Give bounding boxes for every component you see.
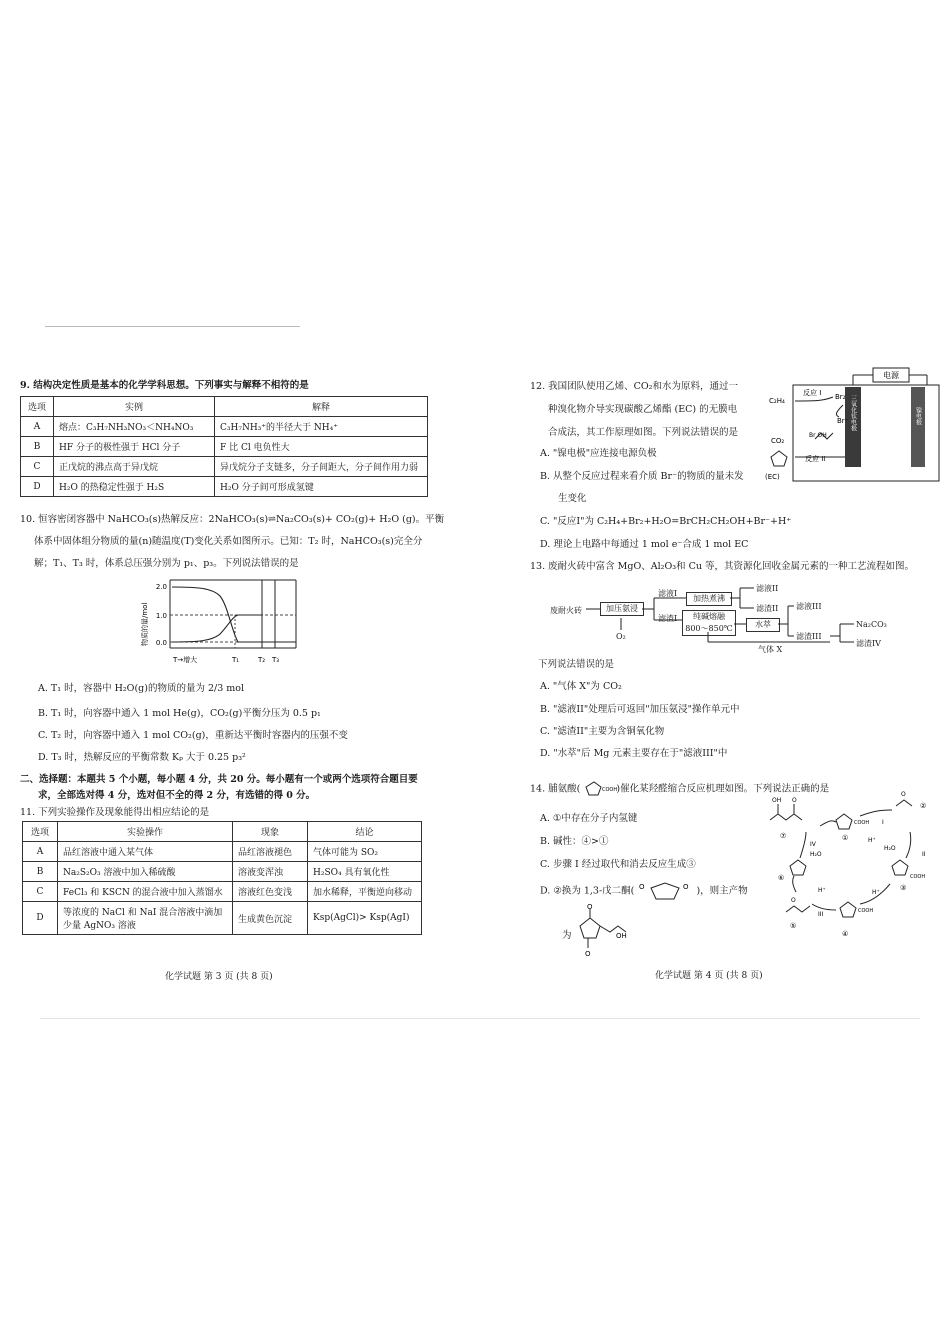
cycle-arrow <box>906 832 911 858</box>
mol5-o: O <box>791 897 796 904</box>
flow-ammonia-leach: 加压氨浸 <box>600 602 644 616</box>
q13-option-c: C. "滤渣II"主要为含铜氧化物 <box>540 726 665 737</box>
c2h4-label: C₂H₄ <box>769 397 785 405</box>
mol4-cooh: COOH <box>858 908 874 914</box>
q12-stem-line3: 合成法，其工作原理如图。下列说法错误的是 <box>548 427 739 438</box>
flow-filtrate3: 滤液III <box>796 602 822 611</box>
cycle-arrow <box>800 832 806 858</box>
hplus-bottom: H⁺ <box>818 887 826 894</box>
reaction1-arrow <box>795 397 833 401</box>
q9-stem: 9. 结构决定性质是基本的化学学科思想。下列事实与解释不相符的是 <box>20 380 309 391</box>
q14-option-b: B. 碱性：④>① <box>540 836 609 847</box>
q14-option-d-part2: )，则主产物 <box>696 885 748 897</box>
carbonyl-o-right: O <box>683 883 689 891</box>
q14-option-a: A. ①中存在分子内氢键 <box>540 813 638 824</box>
q14-stem-part1: 14. 脯氨酸( <box>530 783 581 795</box>
q10-option-b: B. T₁ 时，向容器中通入 1 mol He(g)，CO₂(g)平衡分压为 0.5 p₁ <box>38 708 321 719</box>
flow-o2: O₂ <box>616 632 626 641</box>
label-2: ② <box>920 802 927 810</box>
product-o-top: O <box>587 903 593 911</box>
table-cell: 异戊烷分子支链多，分子间距大，分子间作用力弱 <box>215 457 428 477</box>
br-cycle-arrow <box>836 405 843 417</box>
nickel-electrode <box>911 387 925 467</box>
h2o-left: H₂O <box>810 851 822 858</box>
table-row <box>23 862 422 882</box>
flow-na2co3: Na₂CO₃ <box>856 620 887 629</box>
cyclopentane-ring <box>651 883 679 899</box>
q13-option-a: A. "气体 X"为 CO₂ <box>540 681 622 692</box>
q13-option-b: B. "滤液II"处理后可返回"加压氨浸"操作单元中 <box>540 704 740 715</box>
mol1-cooh: COOH <box>854 820 870 826</box>
table-cell: C <box>23 882 58 902</box>
x-tick-label: T₂ <box>258 656 266 664</box>
table-header: 选项 <box>21 397 54 417</box>
q10-option-c: C. T₂ 时，向容器中通入 1 mol CO₂(g)，重新达平衡时容器内的压强不变 <box>38 730 348 741</box>
nickel-electrode-label: 镍电极 <box>914 407 922 425</box>
q12-option-d: D. 理论上电路中每通过 1 mol e⁻合成 1 mol EC <box>540 539 749 550</box>
table-cell: 气体可能为 SO₂ <box>308 842 422 862</box>
q13-ask: 下列说法错误的是 <box>538 659 615 670</box>
table-cell: FeCl₃ 和 KSCN 的混合液中加入蒸馏水 <box>58 882 233 902</box>
cell-line: 等浓度的 NaCl 和 NaI 混合溶液中滴加 <box>63 908 223 918</box>
flow-melt-line1: 纯碱熔融 <box>693 612 725 621</box>
q10-stem-line3: 解；T₁、T₃ 时，体系总压强分别为 p₁、p₃。下列说法错误的是 <box>34 558 299 569</box>
reaction1-label: 反应 I <box>803 389 822 397</box>
table-header: 选项 <box>23 822 58 842</box>
table-row <box>21 477 428 497</box>
q13-stem: 13. 废耐火砖中富含 MgO、Al₂O₃和 Cu 等，其资源化回收金属元素的一种工艺流程如图。 <box>530 561 914 572</box>
q10-chart <box>138 572 308 672</box>
product-ring <box>580 918 600 938</box>
y-tick-label: 2.0 <box>155 583 167 591</box>
x-tick-label: T₁ <box>232 656 240 664</box>
flow-residue2: 滤渣II <box>756 604 779 613</box>
q14-option-c: C. 步骤 I 经过取代和消去反应生成③ <box>540 859 696 870</box>
table-cell: D <box>23 902 58 935</box>
cycle-arrow <box>812 904 836 910</box>
carbonyl-o-left: O <box>639 883 645 891</box>
label-7: ⑦ <box>780 832 787 840</box>
mol3-ring <box>892 860 908 875</box>
q12-option-c: C. "反应Ⅰ"为 C₂H₄+Br₂+H₂O=BrCH₂CH₂OH+Br⁻+H⁺ <box>540 516 792 527</box>
label-1: ① <box>842 834 849 842</box>
flow-gas-x: 气体 X <box>758 645 783 654</box>
table-row <box>21 417 428 437</box>
flow-melt-line2: 800～850℃ <box>685 624 733 633</box>
mol5-skeleton <box>786 906 810 912</box>
mol4-ring <box>840 902 856 917</box>
flow-start: 废耐火砖 <box>550 606 582 615</box>
product-oh: OH <box>616 932 627 940</box>
label-6: ⑥ <box>778 874 785 882</box>
table-cell: B <box>21 437 54 457</box>
table-cell: H₂O 分子间可形成氢键 <box>215 477 428 497</box>
product-o-bottom: O <box>585 950 591 958</box>
table-cell: H₂SO₄ 具有氧化性 <box>308 862 422 882</box>
q14-product-structure <box>574 904 634 960</box>
mol3-cooh: COOH <box>910 874 926 880</box>
table-row <box>23 842 422 862</box>
q12-stem-line2: 种溴化物介导实现碳酸乙烯酯 (EC) 的无膜电 <box>548 404 738 415</box>
table-cell: A <box>21 417 54 437</box>
table-cell: H₂O 的热稳定性强于 H₂S <box>54 477 215 497</box>
q13-option-d: D. "水萃"后 Mg 元素主要存在于"滤液III"中 <box>540 748 728 759</box>
table-cell: 溶液变浑浊 <box>233 862 308 882</box>
flow-boil: 加热煮沸 <box>686 592 732 606</box>
hplus-top: H⁺ <box>868 837 876 844</box>
table-header-row <box>21 397 428 417</box>
table-header: 实验操作 <box>58 822 233 842</box>
table-cell: C₃H₇NH₃⁺的半径大于 NH₄⁺ <box>215 417 428 437</box>
hplus-right: H⁺ <box>872 889 880 896</box>
table-cell: HF 分子的极性强于 HCl 分子 <box>54 437 215 457</box>
q14-product-label: 为 <box>562 930 572 941</box>
q12-option-b-line2: 生变化 <box>558 493 587 504</box>
ec-ring <box>771 451 787 466</box>
bottom-scan-line <box>40 1018 920 1019</box>
q14-stem-part2: )催化某羟醛缩合反应机理如图。下列说法正确的是 <box>616 783 830 795</box>
table-cell: 品红溶液褪色 <box>233 842 308 862</box>
section2-heading-line1: 二、选择题：本题共 5 个小题，每小题 4 分，共 20 分。每小题有一个或两个选项符合题目要 <box>20 774 418 785</box>
cycle-arrow <box>860 810 892 816</box>
table-cell: D <box>21 477 54 497</box>
bromohydrin-label: Br OH <box>809 432 827 439</box>
ec-label: (EC) <box>765 473 780 481</box>
proline-structure <box>583 780 618 798</box>
q14-mechanism-diagram <box>760 780 945 940</box>
q11-table <box>22 821 422 935</box>
table-cell: 加水稀释，平衡逆向移动 <box>308 882 422 902</box>
q13-flowchart <box>540 578 940 656</box>
cycle-arrow <box>820 821 836 826</box>
co2-label: CO₂ <box>771 437 785 445</box>
q10-stem-line1: 10. 恒容密闭容器中 NaHCO₃(s)热解反应：2NaHCO₃(s)⇌Na₂CO₃(s)+ CO₂(g)+ H₂O (g)。平衡 <box>20 514 445 525</box>
top-scan-line <box>45 326 300 327</box>
q12-stem-line1: 12. 我国团队使用乙烯、CO₂和水为原料，通过一 <box>530 381 738 392</box>
mol7-skeleton <box>770 814 802 820</box>
chart-ylabel: 物质的量/mol <box>141 602 149 646</box>
table-row <box>23 882 422 902</box>
x-tick-label: T₃ <box>272 656 280 664</box>
h2o-top: H₂O <box>884 845 896 852</box>
table-cell: B <box>23 862 58 882</box>
table-cell: F 比 Cl 电负性大 <box>215 437 428 457</box>
table-cell: 熔点：C₃H₇NH₃NO₃＜NH₄NO₃ <box>54 417 215 437</box>
table-header-row <box>23 822 422 842</box>
q12-electrolysis-diagram <box>765 365 945 487</box>
q11-stem: 11. 下列实验操作及现象能得出相应结论的是 <box>20 807 210 818</box>
cell-line: 少量 AgNO₃ 溶液 <box>63 921 136 931</box>
flow-residue3: 滤渣III <box>796 632 822 641</box>
table-cell: C <box>21 457 54 477</box>
mol7-o: O <box>792 797 797 804</box>
table-header: 解释 <box>215 397 428 417</box>
table-cell: A <box>23 842 58 862</box>
flow-residue4: 滤渣IV <box>856 639 881 648</box>
section2-heading-line2: 求，全部选对得 4 分，选对但不全的得 2 分，有选错的得 0 分。 <box>38 790 316 801</box>
br-minus-label: Br⁻ <box>837 417 849 425</box>
flow-residue1: 滤渣I <box>658 614 678 623</box>
mol2-skeleton <box>896 800 912 806</box>
q12-option-b-line1: B. 从整个反应过程来看介质 Br⁻的物质的量未发 <box>540 471 744 482</box>
table-header: 结论 <box>308 822 422 842</box>
proline-cooh: COOH <box>602 787 618 793</box>
q9-table <box>20 396 428 497</box>
table-cell: 品红溶液中通入某气体 <box>58 842 233 862</box>
step-ii: II <box>922 851 926 858</box>
label-5: ⑤ <box>790 922 797 930</box>
page-footer-left: 化学试题 第 3 页 (共 8 页) <box>165 972 273 982</box>
flow-water-leach: 水萃 <box>746 618 780 632</box>
table-header: 现象 <box>233 822 308 842</box>
table-cell: 生成黄色沉淀 <box>233 902 308 935</box>
cycle-arrow <box>793 876 796 892</box>
table-cell: 溶液红色变浅 <box>233 882 308 902</box>
br2-label: Br₂ <box>835 393 846 401</box>
power-label: 电源 <box>883 371 899 380</box>
mol1-ring <box>836 814 852 829</box>
na2co3-curve <box>172 615 262 642</box>
y-tick-label: 1.0 <box>155 612 167 620</box>
q10-option-d: D. T₃ 时，热解反应的平衡常数 Kₚ 大于 0.25 p₃² <box>38 752 246 763</box>
step-iii: III <box>818 911 824 918</box>
table-cell <box>58 902 233 935</box>
label-4: ④ <box>842 930 849 938</box>
q14-option-d <box>540 880 748 902</box>
flow-filtrate1: 滤液I <box>658 589 678 598</box>
flow-arrows <box>540 578 940 656</box>
pyrrolidine-ring <box>586 782 601 795</box>
flow-filtrate2: 滤液II <box>756 584 779 593</box>
q12-option-a: A. "镍电极"应连接电源负极 <box>540 448 657 459</box>
q10-option-a: A. T₁ 时，容器中 H₂O(g)的物质的量为 2/3 mol <box>38 683 245 694</box>
label-3: ③ <box>900 884 907 892</box>
mol2-o: O <box>901 791 906 798</box>
table-header: 实例 <box>54 397 215 417</box>
table-row <box>21 457 428 477</box>
table-cell: 正戊烷的沸点高于异戊烷 <box>54 457 215 477</box>
table-cell: Na₂S₂O₃ 溶液中加入稀硫酸 <box>58 862 233 882</box>
pentanedione-structure <box>637 880 693 902</box>
step-i: I <box>882 819 884 826</box>
x-axis-label: T→增大 <box>173 656 198 664</box>
reaction2-label: 反应 II <box>805 455 826 463</box>
mol6-ring <box>790 860 806 875</box>
table-cell: Ksp(AgCl)> Ksp(AgI) <box>308 902 422 935</box>
page-footer-right: 化学试题 第 4 页 (共 8 页) <box>655 971 763 981</box>
mol7-oh: OH <box>772 797 782 804</box>
table-row <box>21 437 428 457</box>
step-iv: IV <box>810 841 816 848</box>
q10-stem-line2: 体系中固体组分物质的量(n)随温度(T)变化关系如图所示。已知：T₂ 时，NaHCO₃(s)完全分 <box>34 536 423 547</box>
tio2-electrode-label: 三氧化钛电极 <box>849 395 857 431</box>
y-tick-label: 0.0 <box>155 639 167 647</box>
table-row <box>23 902 422 935</box>
q14-option-d-part1: D. ②换为 1,3-戊二酮( <box>540 885 635 897</box>
